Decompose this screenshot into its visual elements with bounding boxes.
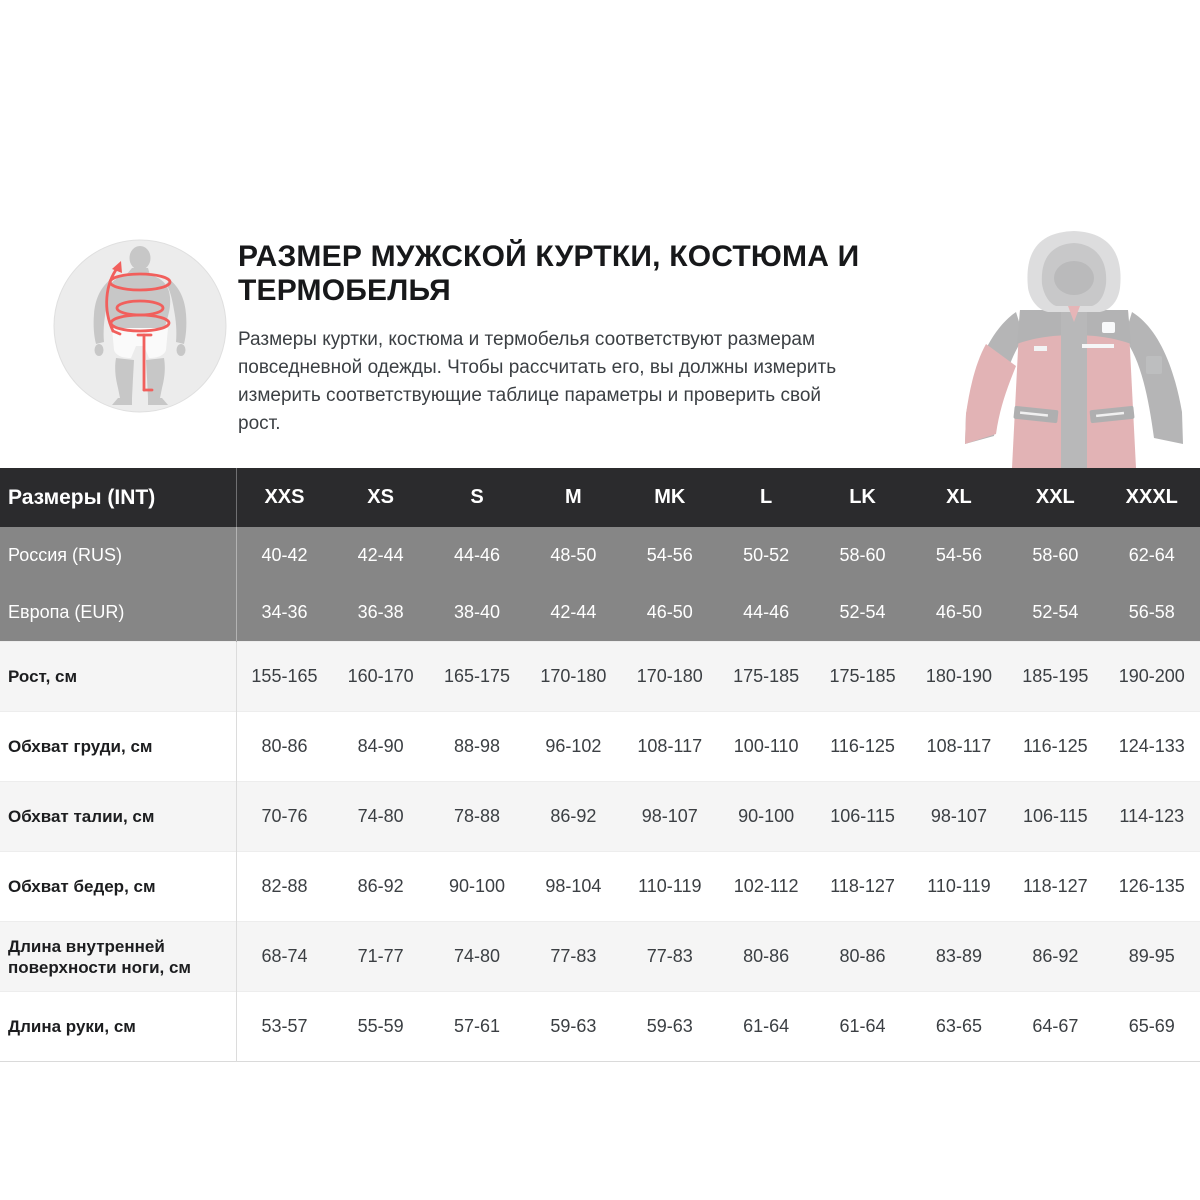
size-value-cell: 48-50 xyxy=(525,527,621,584)
corner-label: Размеры (INT) xyxy=(0,468,236,527)
size-value-cell: 71-77 xyxy=(332,922,428,992)
jacket-photo xyxy=(950,226,1198,468)
size-value-cell: 108-117 xyxy=(622,712,718,782)
size-value-cell: 114-123 xyxy=(1104,782,1200,852)
size-value-cell: 55-59 xyxy=(332,992,428,1062)
size-value-cell: 110-119 xyxy=(622,852,718,922)
size-column-header: XL xyxy=(911,468,1007,527)
size-value-cell: 64-67 xyxy=(1007,992,1103,1062)
size-value-cell: 83-89 xyxy=(911,922,1007,992)
table-row xyxy=(0,527,1200,584)
region-row-label: Европа (EUR) xyxy=(0,584,236,642)
table-row xyxy=(0,852,1200,922)
size-value-cell: 74-80 xyxy=(332,782,428,852)
size-value-cell: 126-135 xyxy=(1104,852,1200,922)
size-value-cell: 86-92 xyxy=(1007,922,1103,992)
size-value-cell: 59-63 xyxy=(525,992,621,1062)
size-value-cell: 165-175 xyxy=(429,642,525,712)
size-value-cell: 77-83 xyxy=(622,922,718,992)
size-value-cell: 116-125 xyxy=(814,712,910,782)
size-value-cell: 52-54 xyxy=(1007,584,1103,642)
size-value-cell: 36-38 xyxy=(332,584,428,642)
description-line: рост. xyxy=(238,413,281,434)
table-row xyxy=(0,584,1200,642)
table-row xyxy=(0,642,1200,712)
size-column-header: XXS xyxy=(236,468,332,527)
size-table-header xyxy=(0,468,1200,527)
size-value-cell: 170-180 xyxy=(525,642,621,712)
size-value-cell: 44-46 xyxy=(718,584,814,642)
size-value-cell: 100-110 xyxy=(718,712,814,782)
region-row-label: Россия (RUS) xyxy=(0,527,236,584)
size-table xyxy=(0,468,1200,1062)
size-value-cell: 70-76 xyxy=(236,782,332,852)
intro-section xyxy=(238,240,938,438)
size-column-header: LK xyxy=(814,468,910,527)
size-value-cell: 58-60 xyxy=(1007,527,1103,584)
size-value-cell: 52-54 xyxy=(814,584,910,642)
size-value-cell: 185-195 xyxy=(1007,642,1103,712)
size-value-cell: 175-185 xyxy=(718,642,814,712)
measurement-row-label: Обхват груди, см xyxy=(0,712,236,782)
size-value-cell: 110-119 xyxy=(911,852,1007,922)
size-value-cell: 116-125 xyxy=(1007,712,1103,782)
size-value-cell: 42-44 xyxy=(332,527,428,584)
size-value-cell: 98-104 xyxy=(525,852,621,922)
size-value-cell: 59-63 xyxy=(622,992,718,1062)
size-value-cell: 34-36 xyxy=(236,584,332,642)
size-value-cell: 61-64 xyxy=(718,992,814,1062)
size-value-cell: 68-74 xyxy=(236,922,332,992)
size-value-cell: 108-117 xyxy=(911,712,1007,782)
table-row xyxy=(0,782,1200,852)
size-value-cell: 56-58 xyxy=(1104,584,1200,642)
size-value-cell: 40-42 xyxy=(236,527,332,584)
size-value-cell: 96-102 xyxy=(525,712,621,782)
size-value-cell: 98-107 xyxy=(911,782,1007,852)
size-value-cell: 53-57 xyxy=(236,992,332,1062)
size-value-cell: 88-98 xyxy=(429,712,525,782)
size-value-cell: 65-69 xyxy=(1104,992,1200,1062)
size-value-cell: 86-92 xyxy=(525,782,621,852)
table-row xyxy=(0,992,1200,1062)
size-value-cell: 80-86 xyxy=(814,922,910,992)
size-column-header: S xyxy=(429,468,525,527)
size-column-header: MK xyxy=(622,468,718,527)
size-value-cell: 50-52 xyxy=(718,527,814,584)
region-size-rows xyxy=(0,527,1200,642)
size-value-cell: 42-44 xyxy=(525,584,621,642)
size-value-cell: 90-100 xyxy=(429,852,525,922)
table-row xyxy=(0,712,1200,782)
size-value-cell: 180-190 xyxy=(911,642,1007,712)
size-value-cell: 98-107 xyxy=(622,782,718,852)
size-value-cell: 175-185 xyxy=(814,642,910,712)
size-value-cell: 61-64 xyxy=(814,992,910,1062)
size-column-header: XXXL xyxy=(1104,468,1200,527)
measurement-row-label: Обхват талии, см xyxy=(0,782,236,852)
size-value-cell: 80-86 xyxy=(718,922,814,992)
table-row xyxy=(0,922,1200,992)
size-value-cell: 89-95 xyxy=(1104,922,1200,992)
body-measurement-icon xyxy=(52,238,228,414)
size-value-cell: 38-40 xyxy=(429,584,525,642)
size-value-cell: 58-60 xyxy=(814,527,910,584)
size-value-cell: 54-56 xyxy=(622,527,718,584)
table-header-row xyxy=(0,468,1200,527)
size-value-cell: 90-100 xyxy=(718,782,814,852)
size-value-cell: 190-200 xyxy=(1104,642,1200,712)
description-line: повседневной одежды. Чтобы рассчитать его, вы должны измерить xyxy=(238,357,837,378)
size-value-cell: 46-50 xyxy=(911,584,1007,642)
size-value-cell: 46-50 xyxy=(622,584,718,642)
size-value-cell: 77-83 xyxy=(525,922,621,992)
measurement-row-label: Рост, см xyxy=(0,642,236,712)
size-column-header: L xyxy=(718,468,814,527)
page-title: РАЗМЕР МУЖСКОЙ КУРТКИ, КОСТЮМА И ТЕРМОБЕЛЬЯ xyxy=(238,240,860,307)
size-value-cell: 118-127 xyxy=(1007,852,1103,922)
size-value-cell: 106-115 xyxy=(1007,782,1103,852)
size-value-cell: 44-46 xyxy=(429,527,525,584)
size-value-cell: 170-180 xyxy=(622,642,718,712)
size-value-cell: 86-92 xyxy=(332,852,428,922)
size-value-cell: 82-88 xyxy=(236,852,332,922)
size-value-cell: 124-133 xyxy=(1104,712,1200,782)
measurement-row-label: Длина руки, см xyxy=(0,992,236,1062)
size-value-cell: 160-170 xyxy=(332,642,428,712)
size-value-cell: 54-56 xyxy=(911,527,1007,584)
size-value-cell: 80-86 xyxy=(236,712,332,782)
measurement-row-label: Обхват бедер, см xyxy=(0,852,236,922)
size-value-cell: 57-61 xyxy=(429,992,525,1062)
size-column-header: XS xyxy=(332,468,428,527)
page-description xyxy=(238,326,938,438)
size-value-cell: 78-88 xyxy=(429,782,525,852)
size-value-cell: 63-65 xyxy=(911,992,1007,1062)
size-column-header: M xyxy=(525,468,621,527)
size-value-cell: 74-80 xyxy=(429,922,525,992)
description-line: измерить соответствующие таблице параметры и проверить свой xyxy=(238,385,822,406)
size-value-cell: 106-115 xyxy=(814,782,910,852)
measurement-rows xyxy=(0,642,1200,1062)
size-value-cell: 102-112 xyxy=(718,852,814,922)
measurement-row-label: Длина внутренней поверхности ноги, см xyxy=(0,922,236,992)
description-line: Размеры куртки, костюма и термобелья соответствуют размерам xyxy=(238,329,816,350)
size-value-cell: 118-127 xyxy=(814,852,910,922)
size-column-header: XXL xyxy=(1007,468,1103,527)
size-value-cell: 84-90 xyxy=(332,712,428,782)
size-value-cell: 62-64 xyxy=(1104,527,1200,584)
size-value-cell: 155-165 xyxy=(236,642,332,712)
